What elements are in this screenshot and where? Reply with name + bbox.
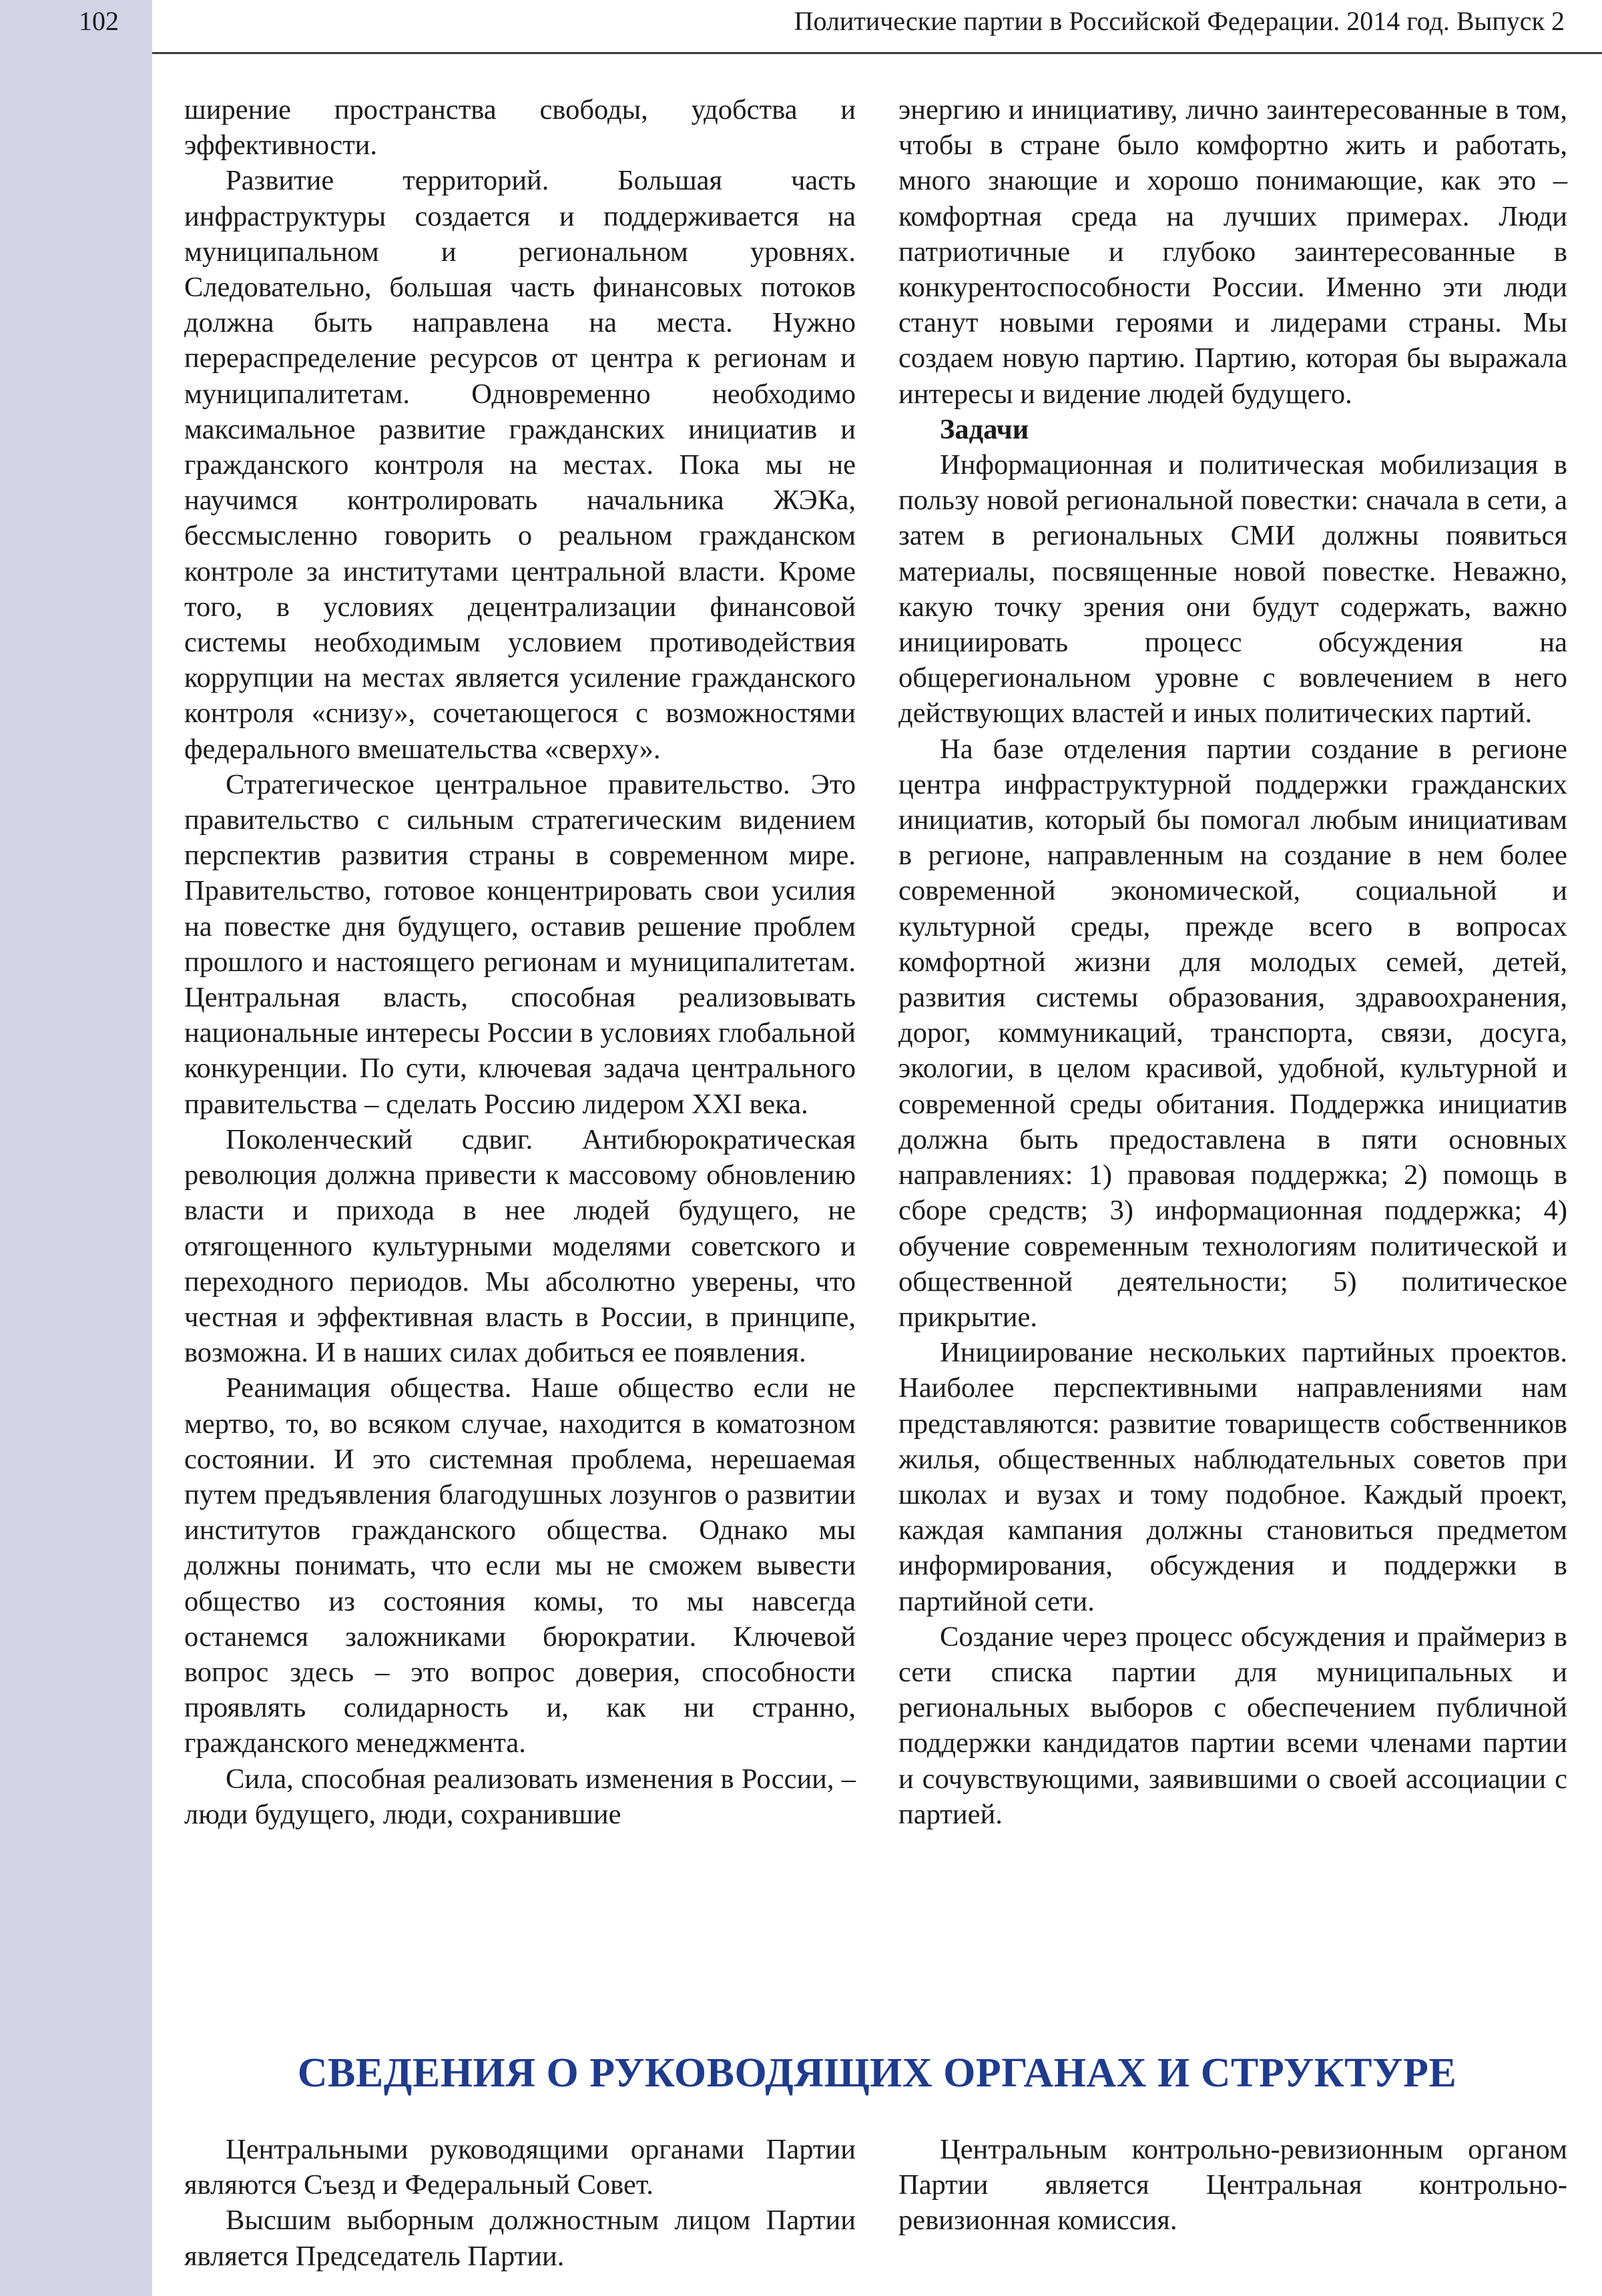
page-number: 102 <box>79 6 119 36</box>
section-heading: СВЕДЕНИЯ О РУКОВОДЯЩИХ ОРГАНАХ И СТРУКТУРЕ <box>297 2050 1457 2096</box>
paragraph: Информационная и политическая мобилизация в пользу новой региональной повестки: сначала в сети, а затем в региональных СМИ должны появиться материалы, посвященные новой повестке. Неважно, какую точку зрения они будут содержать, важно инициировать процесс обсуждения на общерегиональном уровне с вовлечением в него действующих властей и иных политических партий. <box>898 449 1567 730</box>
running-title: Политические партии в Российской Федерации. 2014 год. Выпуск 2 <box>794 6 1565 36</box>
paragraph: Реанимация общества. Наше общество если не мертво, то, во всяком случае, находится в коматозном состоянии. И это системная проблема, нерешаемая путем предъявления благодушных лозунгов о развитии институтов гражданского общества. Однако мы должны понимать, что если мы не сможем вывести общество из состояния комы, то мы навсегда останемся заложниками бюрократии. Ключевой вопрос здесь – это вопрос доверия, способности проявлять солидарность и, как ни странно, гражданского менеджмента. <box>184 1372 856 1759</box>
paragraph: Инициирование нескольких партийных проектов. Наиболее перспективными направлениями нам представляются: развитие товариществ собственников жилья, общественных наблюдательных советов при школах и вузах и тому подобное. Каждый проект, каждая кампания должны становиться предметом информирования, обсуждения и поддержки в партийной сети. <box>898 1337 1567 1617</box>
paragraph: На базе отделения партии создание в регионе центра инфраструктурной поддержки гражданских инициатив, который бы помогал любым инициативам в регионе, направленным на создание в нем более современной экономической, социальной и культурной среды, прежде всего в вопросах комфортной жизни для молодых семей, детей, развития системы образования, здравоохранения, дорог, коммуникаций, транспорта, связи, досуга, экологии, в целом красивой, удобной, культурной и современной среды обитания. Поддержка инициатив должна быть предоставлена в пяти основных направлениях: 1) правовая поддержка; 2) помощь в сборе средств; 3) информационная поддержка; 4) обучение современным технологиям политической и общественной деятельности; 5) политическое прикрытие. <box>898 733 1567 1333</box>
paragraph: Сила, способная реализовать изменения в России, – люди будущего, люди, сохранившие <box>184 1763 856 1830</box>
side-margin-band <box>0 0 152 2296</box>
right-text-column <box>898 92 1567 1832</box>
header-rule <box>152 52 1602 54</box>
paragraph: Центральным контрольно-ревизионным органом Партии является Центральная контрольно-ревизионная комиссия. <box>898 2134 1567 2237</box>
paragraph: Поколенческий сдвиг. Антибюрократическая революция должна привести к массовому обновлению власти и прихода в нее людей будущего, не отягощенного культурными моделями советского и переходного периодов. Мы абсолютно уверены, что честная и эффективная власть в России, в принципе, возможна. И в наших силах добиться ее появления. <box>184 1123 856 1369</box>
paragraph: Развитие территорий. Большая часть инфраструктуры создается и поддерживается на муниципальном и региональном уровнях. Следовательно, большая часть финансовых потоков должна быть направлена на места. Нужно перераспределение ресурсов от центра к регионам и муниципалитетам. Одновременно необходимо максимальное развитие гражданских инициатив и гражданского контроля на местах. Пока мы не научимся контролировать начальника ЖЭКа, бессмысленно говорить о реальном гражданском контроле за институтами центральной власти. Кроме того, в условиях децентрализации финансовой системы необходимым условием противодействия коррупции на местах является усиление гражданского контроля «снизу», сочетающегося с возможностями федерального вмешательства «сверху». <box>184 165 856 765</box>
left-text-column <box>184 92 856 1832</box>
paragraph: Высшим выборным должностным лицом Партии является Председатель Партии. <box>184 2205 856 2272</box>
paragraph: Создание через процесс обсуждения и праймериз в сети списка партии для муниципальных и региональных выборов с обеспечением публичной поддержки кандидатов партии всеми членами партии и сочувствующими, заявившими о своей ассоциации с партией. <box>898 1621 1567 1830</box>
paragraph: Центральными руководящими органами Партии являются Съезд и Федеральный Совет. <box>184 2134 856 2201</box>
subheading-tasks: Задачи <box>940 413 1029 445</box>
section-left-column <box>184 2132 856 2274</box>
paragraph: энергию и инициативу, лично заинтересованные в том, чтобы в стране было комфортно жить и работать, много знающие и хорошо понимающие, как это – комфортная среда на лучших примерах. Люди патриотичные и глубоко заинтересованные в конкурентоспособности России. Именно эти люди станут новыми героями и лидерами страны. Мы создаем новую партию. Партию, которая бы выражала интересы и видение людей будущего. <box>898 94 1567 410</box>
paragraph: Стратегическое центральное правительство. Это правительство с сильным стратегическим видением перспектив развития страны в современном мире. Правительство, готовое концентрировать свои усилия на повестке дня будущего, оставив решение проблем прошлого и настоящего регионам и муниципалитетам. Центральная власть, способная реализовывать национальные интересы России в условиях глобальной конкуренции. По сути, ключевая задача центрального правительства – сделать Россию лидером XXI века. <box>184 768 856 1120</box>
paragraph: ширение пространства свободы, удобства и эффективности. <box>184 94 856 162</box>
section-right-column <box>898 2132 1567 2239</box>
